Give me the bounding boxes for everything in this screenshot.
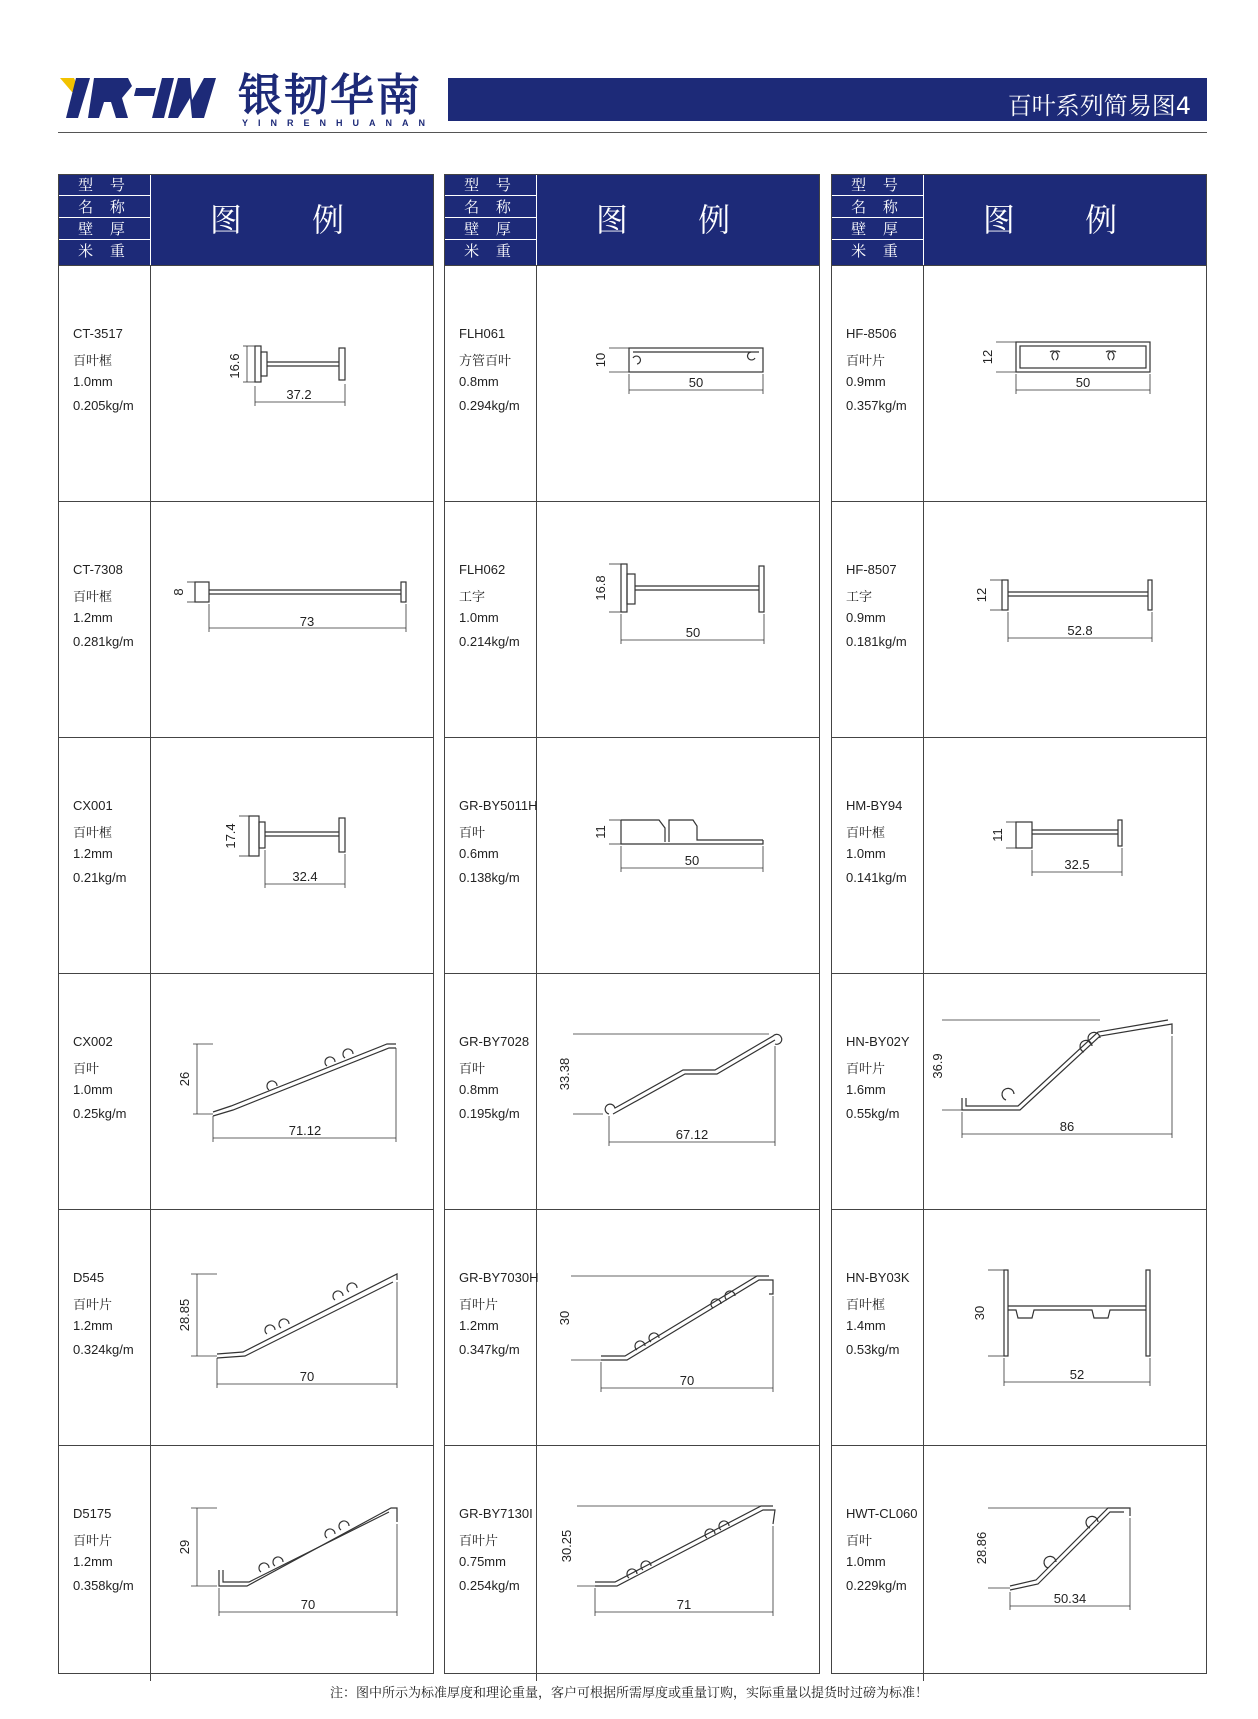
dimension-height: 12: [974, 587, 989, 603]
product-weight: 0.281kg/m: [73, 634, 134, 649]
product-model: CT-3517: [73, 326, 123, 341]
product-info: [832, 266, 924, 501]
product-thickness: 1.6mm: [846, 1082, 886, 1097]
product-name: 百叶框: [846, 1297, 886, 1312]
dimension-height: 11: [593, 825, 608, 839]
product-row: [445, 1445, 819, 1675]
product-thickness: 1.0mm: [73, 1082, 113, 1097]
dimension-width: 50.34: [1053, 1591, 1087, 1606]
product-row: [832, 1445, 1206, 1675]
dimension-height: 8: [171, 588, 186, 596]
dimension-height: 10: [593, 352, 608, 368]
dimension-width: 50: [685, 625, 701, 640]
catalog-column-3: [831, 174, 1207, 1674]
product-row: [445, 265, 819, 501]
profile-svg: [537, 266, 819, 501]
product-info: [832, 502, 924, 737]
product-thickness: 1.0mm: [73, 374, 113, 389]
profile-drawing: [924, 1210, 1206, 1445]
product-weight: 0.53kg/m: [846, 1342, 900, 1357]
product-weight: 0.214kg/m: [459, 634, 520, 649]
header-legend: 图 例: [209, 201, 375, 239]
profile-drawing: [537, 266, 819, 501]
profile-drawing: [537, 1210, 819, 1445]
profile-svg: [924, 266, 1206, 501]
product-info: [445, 266, 537, 501]
profile-drawing: [151, 1210, 433, 1445]
product-row: [832, 973, 1206, 1209]
header-label-name: 名 称: [445, 197, 536, 218]
product-thickness: 0.9mm: [846, 610, 886, 625]
dimension-width: 71.12: [288, 1123, 322, 1138]
profile-drawing: [924, 738, 1206, 973]
product-weight: 0.358kg/m: [73, 1578, 134, 1593]
product-name: 工字: [459, 589, 486, 604]
product-row: [59, 501, 433, 737]
product-model: D545: [73, 1270, 105, 1285]
dimension-height: 28.86: [974, 1531, 989, 1565]
dimension-height: 29: [177, 1539, 192, 1555]
product-info: [59, 738, 151, 973]
dimension-width: 71: [676, 1597, 692, 1612]
product-name: 百叶框: [73, 353, 113, 368]
product-row: [445, 973, 819, 1209]
brand-logo: [58, 70, 436, 128]
product-weight: 0.357kg/m: [846, 398, 907, 413]
dimension-width: 73: [299, 614, 315, 629]
dimension-height: 12: [980, 349, 995, 365]
profile-svg: [537, 1210, 819, 1445]
header-label-model: 型 号: [59, 175, 150, 196]
product-model: HM-BY94: [846, 798, 903, 813]
profile-svg: [151, 502, 433, 737]
product-info: [59, 1210, 151, 1445]
product-info: [445, 1210, 537, 1445]
profile-drawing: [151, 1446, 433, 1681]
product-info: [832, 974, 924, 1209]
product-info: [832, 1446, 924, 1681]
header-label-name: 名 称: [59, 197, 150, 218]
column-header: [832, 175, 1206, 265]
product-name: 百叶框: [73, 589, 113, 604]
dimension-width: 70: [679, 1373, 695, 1388]
product-weight: 0.294kg/m: [459, 398, 520, 413]
product-weight: 0.138kg/m: [459, 870, 520, 885]
profile-drawing: [151, 974, 433, 1209]
product-thickness: 0.8mm: [459, 374, 499, 389]
product-model: GR-BY7030H: [459, 1270, 539, 1285]
product-info: [832, 738, 924, 973]
profile-svg: [924, 974, 1206, 1209]
product-thickness: 0.75mm: [459, 1554, 506, 1569]
header-legend: 图 例: [982, 201, 1148, 239]
profile-svg: [151, 1210, 433, 1445]
profile-svg: [924, 738, 1206, 973]
dimension-width: 52.8: [1067, 623, 1093, 638]
brand-logo-mark: [58, 76, 233, 120]
header-label-weight: 米 重: [464, 242, 517, 260]
dimension-width: 86: [1059, 1119, 1075, 1134]
dimension-height: 11: [990, 828, 1005, 842]
profile-drawing: [151, 738, 433, 973]
product-info: [445, 738, 537, 973]
product-model: GR-BY7028: [459, 1034, 530, 1049]
product-row: [59, 737, 433, 973]
product-model: GR-BY7130I: [459, 1506, 533, 1521]
page-title: 百叶系列简易图4: [1007, 92, 1191, 120]
product-weight: 0.21kg/m: [73, 870, 127, 885]
product-name: 百叶片: [73, 1533, 113, 1548]
product-weight: 0.205kg/m: [73, 398, 134, 413]
profile-drawing: [151, 502, 433, 737]
dimension-width: 37.2: [286, 387, 312, 402]
product-name: 百叶片: [73, 1297, 113, 1312]
dimension-width: 67.12: [675, 1127, 709, 1142]
product-name: 百叶: [459, 1061, 486, 1076]
profile-drawing: [924, 1446, 1206, 1681]
product-model: FLH062: [459, 562, 506, 577]
profile-svg: [537, 1446, 819, 1681]
product-model: CX002: [73, 1034, 113, 1049]
brand-name-cn: 银韧华南: [238, 70, 422, 121]
header-legend: 图 例: [595, 201, 761, 239]
product-name: 百叶片: [846, 353, 886, 368]
product-info: [59, 502, 151, 737]
product-name: 方管百叶: [459, 353, 512, 368]
profile-drawing: [924, 266, 1206, 501]
dimension-height: 30.25: [559, 1529, 574, 1563]
dimension-height: 30: [972, 1305, 987, 1321]
profile-svg: [924, 1446, 1206, 1681]
profile-drawing: [924, 974, 1206, 1209]
product-model: CT-7308: [73, 562, 123, 577]
profile-drawing: [537, 502, 819, 737]
product-row: [59, 1209, 433, 1445]
dimension-width: 50: [684, 853, 700, 868]
dimension-width: 70: [299, 1369, 315, 1384]
dimension-width: 50: [688, 375, 704, 390]
header-label-thickness: 壁 厚: [59, 219, 150, 240]
product-info: [59, 1446, 151, 1681]
catalog-column-2: [444, 174, 820, 1674]
dimension-height: 28.85: [177, 1298, 192, 1332]
product-model: HN-BY03K: [846, 1270, 910, 1285]
header-label-weight: 米 重: [851, 242, 904, 260]
profile-svg: [151, 974, 433, 1209]
profile-drawing: [537, 1446, 819, 1681]
product-weight: 0.347kg/m: [459, 1342, 520, 1357]
product-model: HWT-CL060: [846, 1506, 918, 1521]
product-name: 百叶片: [846, 1061, 886, 1076]
profile-svg: [151, 1446, 433, 1681]
product-model: HF-8506: [846, 326, 897, 341]
product-thickness: 1.4mm: [846, 1318, 886, 1333]
product-row: [59, 1445, 433, 1675]
profile-svg: [151, 266, 433, 501]
product-model: HN-BY02Y: [846, 1034, 910, 1049]
product-row: [832, 501, 1206, 737]
profile-drawing: [537, 738, 819, 973]
column-header: [445, 175, 819, 265]
profile-drawing: [151, 266, 433, 501]
product-thickness: 0.6mm: [459, 846, 499, 861]
product-thickness: 1.0mm: [459, 610, 499, 625]
product-model: HF-8507: [846, 562, 897, 577]
profile-svg: [924, 502, 1206, 737]
product-model: FLH061: [459, 326, 506, 341]
dimension-width: 70: [300, 1597, 316, 1612]
header-label-model: 型 号: [832, 175, 923, 196]
product-row: [832, 265, 1206, 501]
profile-svg: [151, 738, 433, 973]
product-info: [59, 974, 151, 1209]
product-weight: 0.141kg/m: [846, 870, 907, 885]
product-name: 百叶框: [73, 825, 113, 840]
profile-drawing: [924, 502, 1206, 737]
product-thickness: 0.8mm: [459, 1082, 499, 1097]
product-weight: 0.254kg/m: [459, 1578, 520, 1593]
footnote: 注：图中所示为标准厚度和理论重量，客户可根据所需厚度或重量订购，实际重量以提货时过磅为标准！: [329, 1686, 928, 1701]
product-weight: 0.181kg/m: [846, 634, 907, 649]
catalog-column-1: [58, 174, 434, 1674]
product-info: [59, 266, 151, 501]
product-row: [59, 265, 433, 501]
product-info: [832, 1210, 924, 1445]
product-name: 百叶片: [459, 1533, 499, 1548]
product-weight: 0.25kg/m: [73, 1106, 127, 1121]
product-info: [445, 502, 537, 737]
product-weight: 0.324kg/m: [73, 1342, 134, 1357]
product-model: GR-BY5011H: [459, 798, 538, 813]
dimension-width: 50: [1075, 375, 1091, 390]
page-header: [0, 0, 1258, 140]
product-thickness: 1.2mm: [73, 1318, 113, 1333]
dimension-width: 52: [1069, 1367, 1085, 1382]
header-label-weight: 米 重: [78, 242, 131, 260]
dimension-width: 32.4: [292, 869, 318, 884]
product-model: CX001: [73, 798, 113, 813]
product-weight: 0.229kg/m: [846, 1578, 907, 1593]
profile-svg: [924, 1210, 1206, 1445]
product-name: 百叶: [846, 1533, 873, 1548]
product-name: 百叶片: [459, 1297, 499, 1312]
product-row: [832, 737, 1206, 973]
dimension-height: 26: [177, 1071, 192, 1087]
header-label-thickness: 壁 厚: [832, 219, 923, 240]
product-name: 百叶框: [846, 825, 886, 840]
header-divider: [58, 132, 1207, 133]
product-name: 百叶: [459, 825, 486, 840]
product-thickness: 1.2mm: [73, 1554, 113, 1569]
column-header: [59, 175, 433, 265]
product-info: [445, 974, 537, 1209]
product-name: 百叶: [73, 1061, 100, 1076]
product-row: [59, 973, 433, 1209]
product-row: [445, 737, 819, 973]
profile-drawing: [537, 974, 819, 1209]
product-info: [445, 1446, 537, 1681]
dimension-height: 30: [557, 1310, 572, 1326]
title-bar: [448, 78, 1207, 121]
product-model: D5175: [73, 1506, 112, 1521]
product-thickness: 1.0mm: [846, 846, 886, 861]
product-thickness: 0.9mm: [846, 374, 886, 389]
product-row: [445, 501, 819, 737]
dimension-height: 33.38: [557, 1057, 572, 1091]
header-label-thickness: 壁 厚: [445, 219, 536, 240]
header-label-model: 型 号: [445, 175, 536, 196]
product-thickness: 1.2mm: [73, 846, 113, 861]
product-thickness: 1.2mm: [73, 610, 113, 625]
profile-svg: [537, 738, 819, 973]
product-thickness: 1.2mm: [459, 1318, 499, 1333]
dimension-height: 17.4: [223, 823, 238, 849]
dimension-width: 32.5: [1064, 857, 1090, 872]
dimension-height: 36.9: [930, 1053, 945, 1079]
profile-svg: [537, 502, 819, 737]
brand-name-en: YINRENHUANAN: [242, 118, 436, 128]
product-row: [832, 1209, 1206, 1445]
header-label-name: 名 称: [832, 197, 923, 218]
product-row: [445, 1209, 819, 1445]
product-weight: 0.55kg/m: [846, 1106, 900, 1121]
dimension-height: 16.8: [593, 575, 608, 601]
product-thickness: 1.0mm: [846, 1554, 886, 1569]
dimension-height: 16.6: [227, 353, 242, 379]
profile-svg: [537, 974, 819, 1209]
product-weight: 0.195kg/m: [459, 1106, 520, 1121]
product-name: 工字: [846, 589, 873, 604]
